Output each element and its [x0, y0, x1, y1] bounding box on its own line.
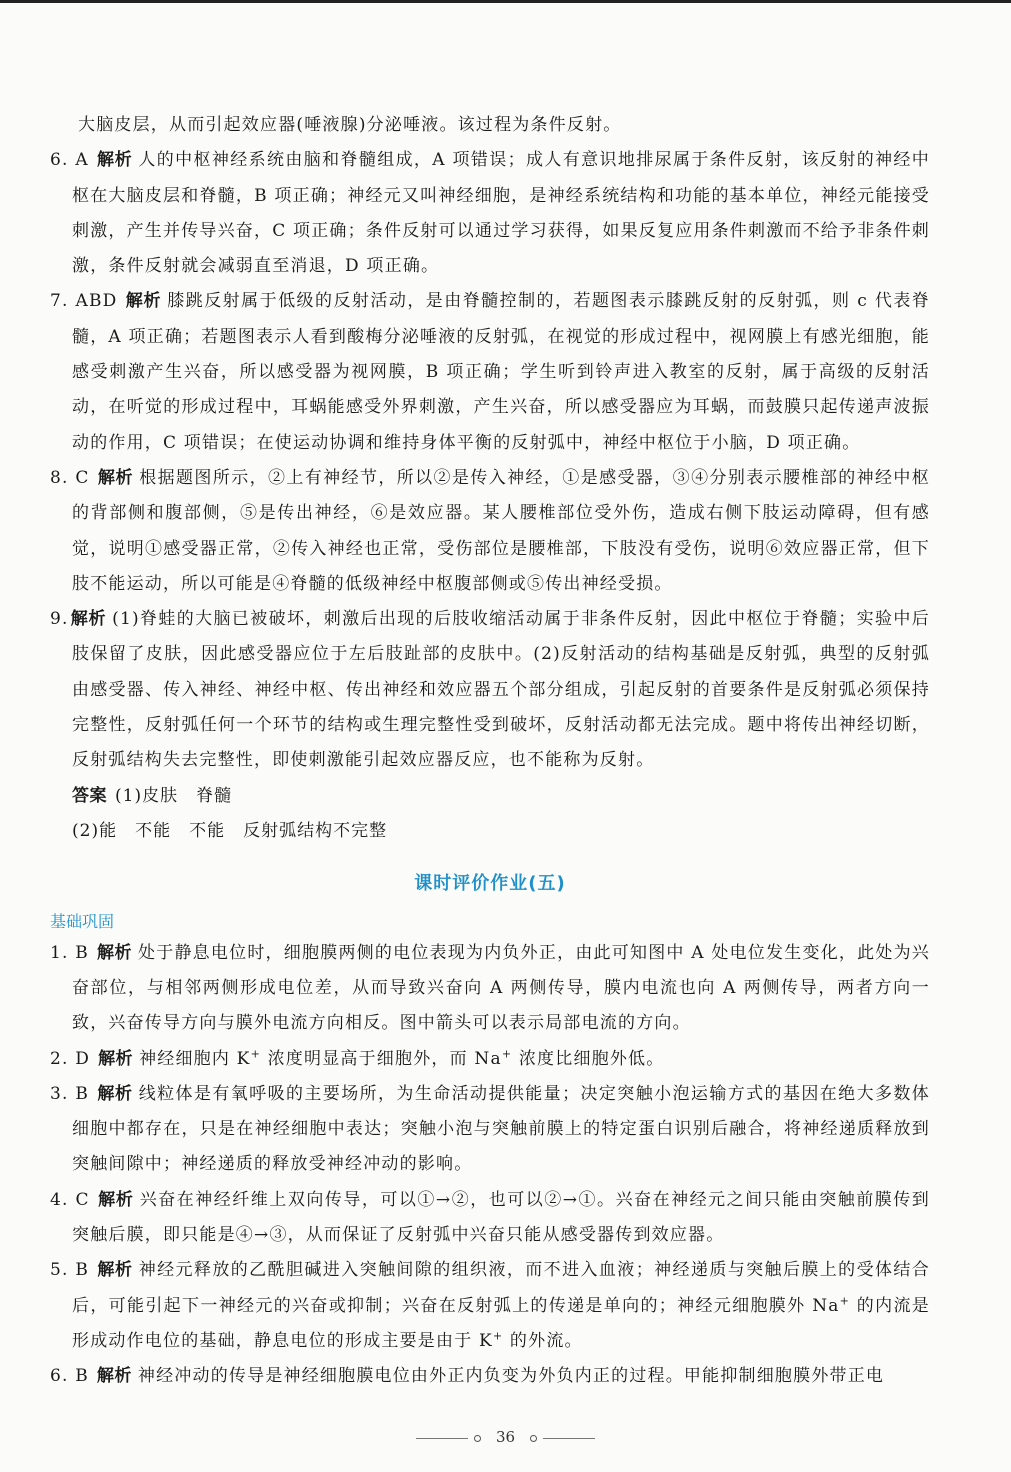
- item-text: 膝跳反射属于低级的反射活动，是由脊髓控制的，若题图表示膝跳反射的反射弧，则 c 代表脊髓，A 项正确；若题图表示人看到酸梅分泌唾液的反射弧，在视觉的形成过程中，视网膜上有感光细胞，能感受刺激产生兴奋，所以感受器为视网膜，B 项正确；学生听到铃声进入教室的反射，属于高级的反射活动，在听觉的形成过程中，耳蜗能感受外界刺激，产生兴奋，所以感受器应为耳蜗，而鼓膜只起传递声波振动的作用，C 项错误；在使运动协调和维持身体平衡的反射弧中，神经中枢位于小脑，D 项正确。: [72, 291, 931, 453]
- item-text-a: 神经细胞内 K: [139, 1048, 251, 1069]
- footer-dot-left: [474, 1435, 481, 1442]
- item-number: 1. B: [50, 942, 89, 963]
- item-number: 6. B: [50, 1366, 89, 1387]
- answer-item-9: [50, 602, 930, 848]
- answer-item-4: [50, 1183, 930, 1254]
- item-number: 5. B: [50, 1260, 90, 1281]
- answer-item-8: [50, 461, 930, 602]
- answer-text-1: (1)皮肤 脊髓: [115, 785, 233, 806]
- item-number: 4. C: [50, 1189, 90, 1210]
- item-number: 2. D: [50, 1048, 91, 1069]
- analysis-label: 解析: [97, 1083, 133, 1104]
- answer-item-3: [50, 1077, 930, 1183]
- analysis-label: 解析: [97, 467, 134, 488]
- item-text-c: 浓度比细胞外低。: [512, 1048, 665, 1069]
- section-title: 课时评价作业(五): [414, 872, 566, 894]
- analysis-label: 解析: [97, 1260, 133, 1281]
- answer-item-5: [50, 1253, 930, 1359]
- answer-item-6b: [50, 1359, 930, 1394]
- superscript-plus: +: [839, 1293, 851, 1307]
- analysis-label: 解析: [125, 291, 162, 312]
- item-text: 根据题图所示，②上有神经节，所以②是传入神经，①是感受器，③④分别表示腰椎部的神经中枢的背部侧和腹部侧，⑤是传出神经，⑥是效应器。某人腰椎部位受外伤，造成右侧下肢运动障碍，但有感觉，说明①感受器正常，②传入神经也正常，受伤部位是腰椎部，下肢没有受伤，说明⑥效应器正常，但下肢不能运动，所以可能是④脊髓的低级神经中枢腹部侧或⑤传出神经受损。: [72, 467, 931, 594]
- footer-rule-right: [543, 1438, 595, 1439]
- subhead-basic: 基础巩固: [50, 911, 115, 931]
- top-rule: [0, 0, 1011, 3]
- item-text: 神经冲动的传导是神经细胞膜电位由外正内负变为外负内正的过程。甲能抑制细胞膜外带正电: [137, 1366, 885, 1387]
- footer-dot-right: [530, 1435, 537, 1442]
- item-text: 线粒体是有氧呼吸的主要场所，为生命活动提供能量；决定突触小泡运输方式的基因在绝大多数体细胞中都存在，只是在神经细胞中表达；突触小泡与突触前膜上的特定蛋白识别后融合，将神经递质释放到突触间隙中；神经递质的释放受神经冲动的影响。: [72, 1083, 930, 1175]
- answer-item-1: [50, 936, 930, 1042]
- answer-item-6: [50, 143, 930, 284]
- item-text-b: 浓度明显高于细胞外，而 Na: [261, 1048, 502, 1069]
- item-text: 处于静息电位时，细胞膜两侧的电位表现为内负外正，由此可知图中 A 处电位发生变化，此处为兴奋部位，与相邻两侧形成电位差，从而导致兴奋向 A 两侧传导，膜内电流也向 A 两侧传导，两者方向一致，兴奋传导方向与膜外电流方向相反。图中箭头可以表示局部电流的方向。: [72, 942, 930, 1034]
- answer-label: 答案: [72, 785, 107, 806]
- superscript-plus: +: [501, 1046, 513, 1060]
- analysis-label: 解析: [70, 609, 107, 630]
- item-text-c: 的外流。: [503, 1330, 583, 1351]
- page-number: 36: [495, 1428, 516, 1446]
- answer-item-2: [50, 1042, 930, 1077]
- analysis-label: 解析: [96, 942, 133, 963]
- superscript-plus: +: [492, 1329, 504, 1343]
- item-text-b: 的内流是形成动作电位的基础，静息电位的形成主要是由于 K: [72, 1295, 930, 1351]
- answer-line-1: [50, 779, 930, 814]
- continuation-text: 大脑皮层，从而引起效应器(唾液腺)分泌唾液。该过程为条件反射。: [78, 115, 622, 135]
- page-footer: [0, 1428, 1011, 1446]
- item-text-a: 神经元释放的乙酰胆碱进入突触间隙的组织液，而不进入血液；神经递质与突触后膜上的受体结合后，可能引起下一神经元的兴奋或抑制；兴奋在反射弧上的传递是单向的；神经元细胞膜外 Na: [72, 1260, 930, 1316]
- item-number: 6. A: [50, 150, 89, 171]
- item-number: 7. ABD: [50, 291, 118, 312]
- answer-item-7: [50, 284, 930, 460]
- item-number: 3. B: [50, 1083, 90, 1104]
- footer-rule-left: [416, 1438, 468, 1439]
- answer-line-2: [50, 814, 930, 849]
- analysis-label: 解析: [96, 1366, 132, 1387]
- superscript-plus: +: [250, 1046, 261, 1060]
- item-text: 兴奋在神经纤维上双向传导，可以①→②，也可以②→①。兴奋在神经元之间只能由突触前膜传到突触后膜，即只能是④→③，从而保证了反射弧中兴奋只能从感受器传到效应器。: [72, 1189, 931, 1246]
- analysis-label: 解析: [98, 1048, 134, 1069]
- item-number: 9.: [50, 609, 69, 630]
- page-content: [50, 108, 930, 1395]
- analysis-label: 解析: [97, 1189, 134, 1210]
- analysis-label: 解析: [96, 150, 133, 171]
- item-text: 人的中枢神经系统由脑和脊髓组成，A 项错误；成人有意识地排尿属于条件反射，该反射的神经中枢在大脑皮层和脊髓，B 项正确；神经元又叫神经细胞，是神经系统结构和功能的基本单位，神经元能接受刺激，产生并传导兴奋，C 项正确；条件反射可以通过学习获得，如果反复应用条件刺激而不给予非条件刺激，条件反射就会减弱直至消退，D 项正确。: [72, 150, 931, 277]
- answer-text-2: (2)能 不能 不能 反射弧结构不完整: [72, 820, 388, 841]
- item-text: (1)脊蛙的大脑已被破坏，刺激后出现的后肢收缩活动属于非条件反射，因此中枢位于脊髓；实验中后肢保留了皮肤，因此感受器应位于左后肢趾部的皮肤中。(2)反射活动的结构基础是反射弧，典型的反射弧由感受器、传入神经、神经中枢、传出神经和效应器五个部分组成，引起反射的首要条件是反射弧必须保持完整性，反射弧任何一个环节的结构或生理完整性受到破坏，反射活动都无法完成。题中将传出神经切断，反射弧结构失去完整性，即使刺激能引起效应器反应，也不能称为反射。: [72, 609, 931, 771]
- item-number: 8. C: [50, 467, 90, 488]
